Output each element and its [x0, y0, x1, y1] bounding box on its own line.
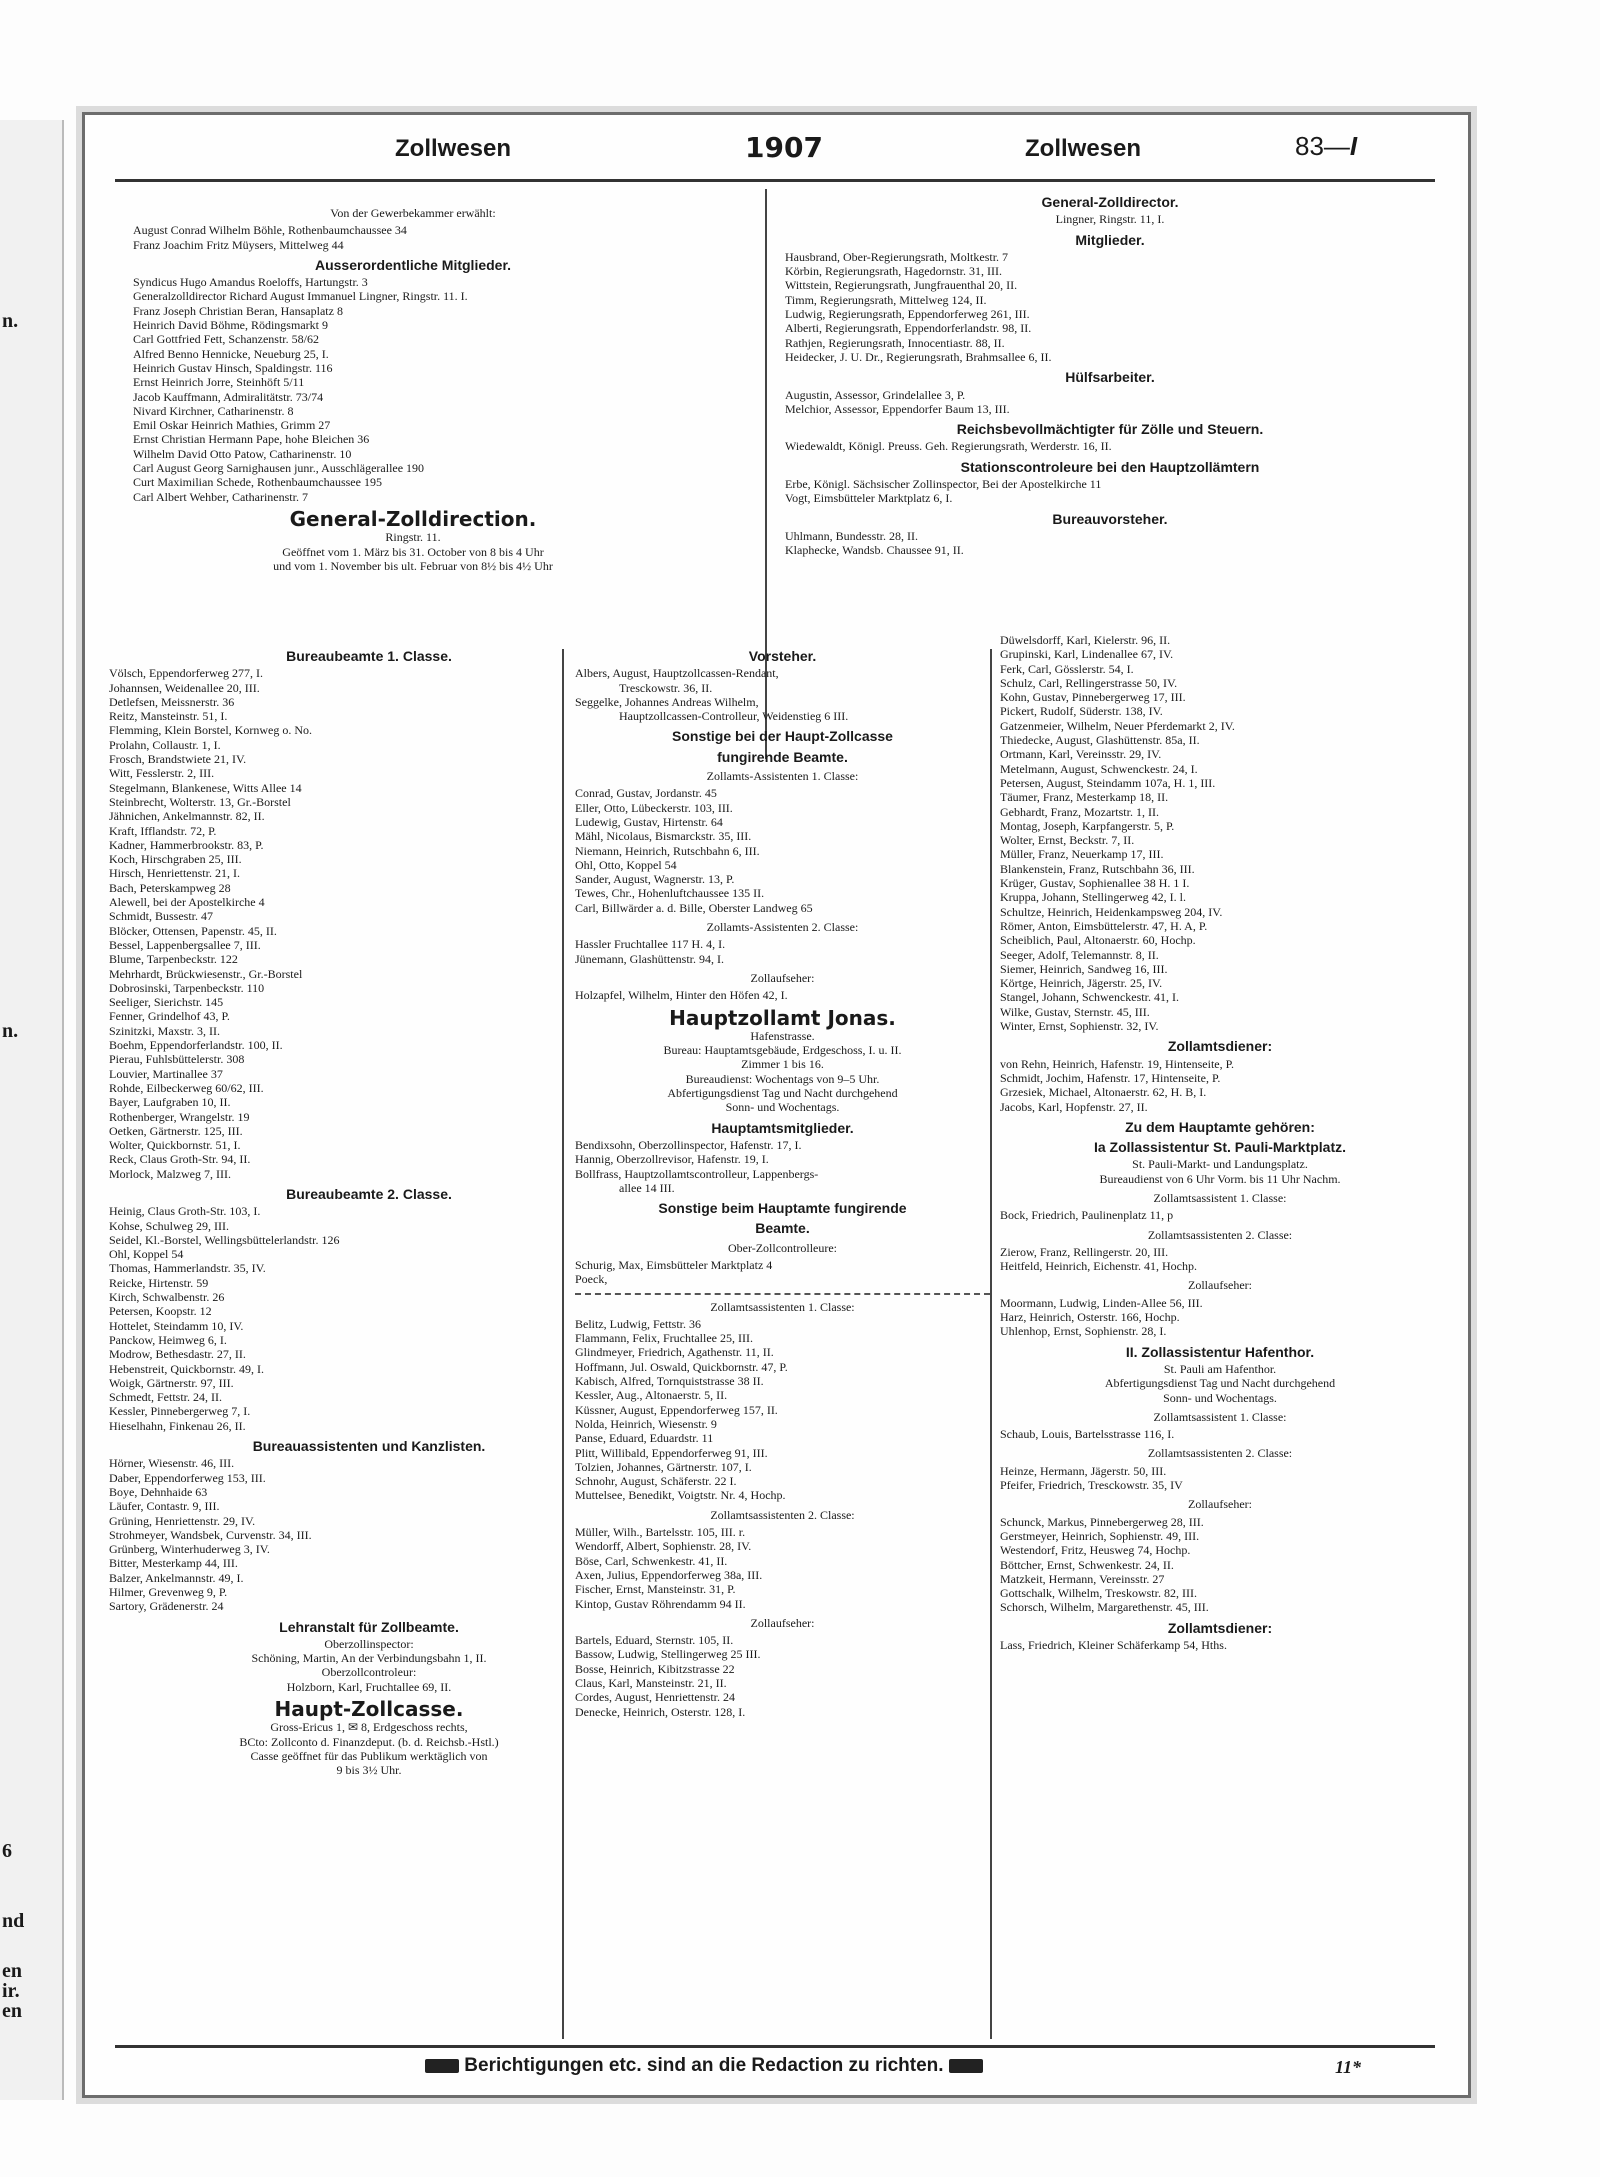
entry-line: Oberzollinspector: [324, 1636, 414, 1651]
entry-line: Heinig, Claus Groth-Str. 103, I. [109, 1204, 261, 1219]
entry-line: Ober-Zollcontrolleure: [727, 1240, 838, 1255]
entry-line: Böttcher, Ernst, Schwenkestr. 24, II. [1000, 1557, 1174, 1572]
entry-line: Blöcker, Ottensen, Papenstr. 45, II. [109, 923, 277, 938]
section-heading: Zu dem Hauptamte gehören: [1125, 1118, 1315, 1135]
section-heading: Vorsteher. [748, 648, 817, 664]
entry-line: Hafenstrasse. [750, 1028, 815, 1043]
header-year: 1907 [745, 131, 823, 164]
entry-line: Seeger, Adolf, Telemannstr. 8, II. [1000, 947, 1159, 962]
section-heading: fungirende Beamte. [717, 748, 848, 765]
entry-line: Rohde, Eilbeckerweg 60/62, III. [109, 1080, 264, 1095]
entry-line: Carl, Billwärder a. d. Bille, Oberster Landweg 65 [575, 900, 813, 915]
entry-line: Alewell, bei der Apostelkirche 4 [109, 895, 265, 910]
entry-line: Sonn- und Wochentags. [725, 1100, 840, 1115]
entry-line: Sonn- und Wochentags. [1163, 1390, 1277, 1405]
margin-fragment: n. [2, 1020, 19, 1042]
section-heading: Stationscontroleure bei den Hauptzollämtern [960, 458, 1260, 475]
entry-line: Thiedecke, August, Glashüttenstr. 85a, II. [1000, 733, 1200, 748]
entry-line: Winter, Ernst, Sophienstr. 32, IV. [1000, 1019, 1159, 1034]
entry-line: Holzborn, Karl, Fruchtallee 69, II. [286, 1679, 452, 1694]
entry-line: Melchior, Assessor, Eppendorfer Baum 13, III. [785, 401, 1010, 416]
entry-line: Rothenberger, Wrangelstr. 19 [109, 1109, 250, 1124]
entry-line: Schöning, Martin, An der Verbindungsbahn 1, II. [251, 1651, 487, 1666]
entry-line: Louvier, Martinallee 37 [109, 1066, 223, 1081]
entry-line: Boehm, Eppendorferlandstr. 100, II. [109, 1038, 283, 1053]
section-heading: Reichsbevollmächtigter für Zölle und Steuern. [956, 421, 1264, 438]
entry-line: Timm, Regierungsrath, Mittelweg 124, II. [785, 292, 987, 307]
entry-line: Oetken, Gärtnerstr. 125, III. [109, 1123, 243, 1138]
entry-line: Koch, Hirschgraben 25, III. [109, 852, 242, 867]
entry-line: Franz Joseph Christian Beran, Hansaplatz 8 [133, 303, 343, 318]
entry-line: Hassler Fruchtallee 117 H. 4, I. [575, 937, 726, 952]
margin-fragment: en [2, 2000, 22, 2022]
entry-line: Daber, Eppendorferweg 153, III. [109, 1470, 266, 1485]
entry-line: Gatzenmeier, Wilhelm, Neuer Pferdemarkt 2, IV. [1000, 718, 1235, 733]
entry-line: von Rehn, Heinrich, Hafenstr. 19, Hintenseite, P. [1000, 1056, 1234, 1071]
entry-line: Grzesiek, Michael, Altonaerstr. 62, H. B, I. [1000, 1085, 1207, 1100]
entry-line: Ernst Christian Hermann Pape, hohe Bleichen 36 [133, 432, 370, 447]
entry-line: allee 14 III. [619, 1180, 675, 1195]
entry-line: Gottschalk, Wilhelm, Treskowstr. 82, III. [1000, 1586, 1197, 1601]
entry-line: Curt Maximilian Schede, Rothenbaumchaussee 195 [133, 475, 382, 490]
entry-line: Conrad, Gustav, Jordanstr. 45 [575, 786, 717, 801]
entry-line: Läufer, Contastr. 9, III. [109, 1499, 220, 1514]
entry-line: Lass, Friedrich, Kleiner Schäferkamp 54, Hths. [1000, 1638, 1227, 1652]
entry-line: Stegelmann, Blankenese, Witts Allee 14 [109, 780, 302, 795]
entry-line: Blankenstein, Franz, Rutschbahn 36, III. [1000, 861, 1195, 876]
entry-line: Pierau, Fuhlsbüttelerstr. 308 [109, 1052, 245, 1067]
entry-line: Blume, Tarpenbeckstr. 122 [109, 952, 238, 967]
entry-line: Seeliger, Sierichstr. 145 [109, 995, 224, 1010]
entry-line: Ferk, Carl, Gösslerstr. 54, I. [1000, 661, 1134, 676]
entry-line: Wolter, Quickbornstr. 51, I. [109, 1138, 241, 1153]
entry-line: Ohl, Koppel 54 [109, 1247, 184, 1262]
entry-line: Schultze, Heinrich, Heidenkampsweg 204, IV. [1000, 904, 1223, 919]
entry-line: Frosch, Brandstwiete 21, IV. [109, 752, 247, 767]
entry-line: Eller, Otto, Lübeckerstr. 103, III. [575, 800, 733, 815]
margin-fragment: nd [2, 1910, 25, 1932]
entry-line: Zollaufseher: [750, 970, 815, 985]
entry-line: Bureaudienst von 6 Uhr Vorm. bis 11 Uhr Nachm. [1099, 1171, 1341, 1186]
entry-line: Kabisch, Alfred, Tornquiststrasse 38 II. [575, 1374, 764, 1389]
entry-line: Wendorff, Albert, Sophienstr. 28, IV. [575, 1539, 752, 1554]
entry-line: Hilmer, Grevenweg 9, P. [109, 1585, 228, 1599]
entry-line: Flemming, Klein Borstel, Kornweg o. No. [109, 723, 312, 738]
pointing-hand-icon [425, 2059, 459, 2073]
section-heading: Bureauvorsteher. [1052, 510, 1168, 527]
entry-line: BCto: Zollconto d. Finanzdeput. (b. d. Reichsb.-Hstl.) [239, 1734, 499, 1749]
entry-line: Bureaudienst: Wochentags von 9–5 Uhr. [685, 1071, 880, 1086]
entry-line: Abfertigungsdienst Tag und Nacht durchgehend [667, 1086, 898, 1101]
entry-line: Gerstmeyer, Heinrich, Sophienstr. 49, III. [1000, 1528, 1200, 1543]
entry-line: Witt, Fesslerstr. 2, III. [109, 766, 215, 781]
entry-line: Uhlmann, Bundesstr. 28, II. [785, 528, 918, 543]
entry-line: Panse, Eduard, Eduardstr. 11 [575, 1431, 714, 1446]
entry-line: Kohse, Schulweg 29, III. [109, 1218, 229, 1233]
entry-line: Hirsch, Henriettenstr. 21, I. [109, 866, 240, 881]
entry-line: Woigk, Gärtnerstr. 97, III. [109, 1375, 234, 1390]
section-heading: Lehranstalt für Zollbeamte. [279, 1618, 459, 1635]
entry-line: Carl August Georg Sarnighausen junr., Ausschlägerallee 190 [133, 461, 425, 476]
section-heading: Bureaubeamte 1. Classe. [286, 648, 452, 664]
entry-line: Johannsen, Weidenallee 20, III. [109, 680, 260, 695]
entry-line: Siemer, Heinrich, Sandweg 16, III. [1000, 961, 1168, 976]
column-lower-right [1000, 633, 1440, 1652]
column-upper-right [785, 189, 1435, 558]
entry-line: Düwelsdorff, Karl, Kielerstr. 96, II. [1000, 633, 1171, 647]
entry-line: Grupinski, Karl, Lindenallee 67, IV. [1000, 647, 1174, 662]
entry-line: Cordes, August, Henriettenstr. 24 [575, 1690, 735, 1705]
entry-line: Panckow, Heimweg 6, I. [109, 1332, 227, 1347]
entry-line: Sander, August, Wagnerstr. 13, P. [575, 872, 735, 887]
entry-line: Tewes, Chr., Hohenluftchaussee 135 II. [575, 886, 765, 901]
entry-line: Hoffmann, Jul. Oswald, Quickbornstr. 47, P. [575, 1359, 788, 1374]
entry-line: Boye, Dehnhaide 63 [109, 1484, 208, 1499]
entry-line: Krüger, Gustav, Sophienallee 38 H. 1 I. [1000, 876, 1190, 891]
entry-line: Muttelsee, Benedikt, Voigtstr. Nr. 4, Hochp. [575, 1488, 786, 1503]
entry-line: Prolahn, Collaustr. 1, I. [109, 737, 221, 752]
entry-line: Zollamts-Assistenten 2. Classe: [706, 920, 859, 935]
margin-fragment: ir. [2, 1980, 20, 2002]
entry-line: Kirch, Schwalbenstr. 26 [109, 1290, 225, 1305]
entry-line: Täumer, Franz, Mesterkamp 18, II. [1000, 790, 1169, 805]
entry-line: Niemann, Heinrich, Rutschbahn 6, III. [575, 843, 760, 858]
entry-line: Uhlenhop, Ernst, Sophienstr. 28, I. [1000, 1324, 1167, 1339]
entry-line: Moormann, Ludwig, Linden-Allee 56, III. [1000, 1295, 1203, 1310]
entry-line: Körbin, Regierungsrath, Hagedornstr. 31, III. [785, 264, 1002, 279]
pointing-hand-icon [949, 2059, 983, 2073]
entry-line: Bock, Friedrich, Paulinenplatz 11, p [1000, 1208, 1174, 1223]
entry-line: Balzer, Ankelmannstr. 49, I. [109, 1570, 244, 1585]
entry-line: Reitz, Mansteinstr. 51, I. [109, 709, 228, 724]
entry-line: Kintop, Gustav Röhrendamm 94 II. [575, 1596, 746, 1611]
entry-line: August Conrad Wilhelm Böhle, Rothenbaumchaussee 34 [133, 223, 407, 238]
footer-notice: Berichtigungen etc. sind an die Redaction zu richten. [425, 2055, 983, 2077]
entry-line: Vogt, Eimsbütteler Marktplatz 6, I. [785, 491, 953, 506]
entry-line: Jacobs, Karl, Hopfenstr. 27, II. [1000, 1099, 1148, 1114]
entry-line: Erbe, Königl. Sächsischer Zollinspector, Bei der Apostelkirche 11 [785, 477, 1102, 492]
entry-line: Bayer, Laufgraben 10, II. [109, 1095, 231, 1110]
entry-line: Ernst Heinrich Jorre, Steinhöft 5/11 [133, 375, 305, 390]
entry-line: Zollamtsassistenten 1. Classe: [710, 1299, 855, 1314]
entry-line: St. Pauli am Hafenthor. [1163, 1361, 1277, 1376]
entry-line: Kraft, Ifflandstr. 72, P. [109, 823, 217, 838]
entry-line: Römer, Anton, Eimsbüttelerstr. 47, H. A, P. [1000, 918, 1208, 933]
entry-line: Tresckowstr. 36, II. [619, 680, 713, 695]
entry-line: Jähnichen, Ankelmannstr. 82, II. [109, 809, 265, 824]
entry-line: Morlock, Malzweg 7, III. [109, 1166, 231, 1181]
entry-line: Grünberg, Winterhuderweg 3, IV. [109, 1542, 270, 1557]
section-heading: Sonstige beim Hauptamte fungirende [658, 1200, 907, 1217]
section-heading: Ausserordentliche Mitglieder. [314, 256, 512, 273]
entry-line: Ludwig, Regierungsrath, Eppendorferweg 261, III. [785, 307, 1030, 322]
entry-line: Szinitzki, Maxstr. 3, II. [109, 1023, 220, 1038]
entry-line: Heinze, Hermann, Jägerstr. 50, III. [1000, 1463, 1167, 1478]
section-heading: Beamte. [755, 1220, 810, 1237]
entry-line: Claus, Karl, Mansteinstr. 21, II. [575, 1676, 727, 1690]
footer-rule [115, 2045, 1435, 2048]
column-divider-2 [990, 649, 992, 2039]
entry-line: Jünemann, Glashüttenstr. 94, I. [575, 951, 724, 966]
entry-line: Kruppa, Johann, Stellingerweg 42, I. l. [1000, 890, 1186, 905]
entry-line: Schunck, Markus, Pinnebergerweg 28, III. [1000, 1514, 1204, 1529]
entry-line: Wilke, Gustav, Sternstr. 45, III. [1000, 1004, 1150, 1019]
header-left-title: Zollwesen [395, 135, 512, 162]
entry-line: Schurig, Max, Eimsbütteler Marktplatz 4 [575, 1257, 773, 1272]
section-heading: Sonstige bei der Haupt-Zollcasse [672, 728, 893, 745]
section-heading: Haupt-Zollcasse. [274, 1697, 464, 1722]
entry-line: Emil Oskar Heinrich Mathies, Grimm 27 [133, 418, 331, 433]
entry-line: Steinbrecht, Wolterstr. 13, Gr.-Borstel [109, 794, 291, 809]
entry-line: Abfertigungsdienst Tag und Nacht durchgehend [1104, 1376, 1336, 1391]
entry-line: Zollamtsassistenten 2. Classe: [1147, 1446, 1293, 1461]
section-heading: Bureauassistenten und Kanzlisten. [252, 1438, 486, 1455]
section-heading: Hauptzollamt Jonas. [669, 1005, 896, 1030]
entry-line: Von der Gewerbekammer erwählt: [330, 206, 496, 220]
entry-line: Pfeifer, Friedrich, Tresckowstr. 35, IV [1000, 1478, 1183, 1493]
signature-mark: 11* [1335, 2057, 1362, 2077]
header-right-title: Zollwesen [1025, 135, 1142, 162]
entry-line: Matzkeit, Hermann, Vereinsstr. 27 [1000, 1571, 1165, 1586]
entry-line: Bitter, Mesterkamp 44, III. [109, 1556, 238, 1571]
entry-line: Heitfeld, Heinrich, Eichenstr. 41, Hochp. [1000, 1259, 1197, 1274]
section-heading: Hülfsarbeiter. [1065, 369, 1155, 386]
entry-line: Müller, Franz, Neuerkamp 17, III. [1000, 847, 1164, 862]
entry-line: Grüning, Henriettenstr. 29, IV. [109, 1513, 256, 1528]
entry-line: Wittstein, Regierungsrath, Jungfrauenthal 20, II. [785, 278, 1018, 293]
footer [85, 2053, 1468, 2085]
entry-line: Zollamtsassistent 1. Classe: [1153, 1190, 1287, 1205]
section-heading: Mitglieder. [1075, 231, 1145, 248]
entry-line: Kohn, Gustav, Pinnebergerweg 17, III. [1000, 690, 1186, 705]
entry-line: Plitt, Willibald, Eppendorferweg 91, III. [575, 1445, 768, 1460]
entry-line: Schaub, Louis, Bartelsstrasse 116, I. [1000, 1427, 1175, 1442]
entry-line: Schmidt, Jochim, Hafenstr. 17, Hintenseite, P. [1000, 1070, 1221, 1085]
entry-line: Kessler, Aug., Altonaerstr. 5, II. [575, 1388, 728, 1403]
entry-line: Scheiblich, Paul, Altonaerstr. 60, Hochp. [1000, 933, 1196, 948]
entry-line: Fischer, Ernst, Mansteinstr. 31, P. [575, 1582, 736, 1597]
entry-line: St. Pauli-Markt- und Landungsplatz. [1132, 1157, 1308, 1172]
directory-page [82, 112, 1471, 2098]
entry-line: Stangel, Johann, Schwenckestr. 41, I. [1000, 990, 1179, 1005]
entry-line: Hannig, Oberzollrevisor, Hafenstr. 19, I. [575, 1152, 769, 1167]
entry-line: Mähl, Nicolaus, Bismarckstr. 35, III. [575, 829, 752, 844]
entry-line: Sartory, Grädenerstr. 24 [109, 1599, 224, 1614]
column-divider-1 [562, 649, 564, 2039]
entry-line: Petersen, Koopstr. 12 [109, 1304, 212, 1319]
entry-line: Körtge, Heinrich, Jägerstr. 25, IV. [1000, 976, 1163, 991]
entry-line: Ludewig, Gustav, Hirtenstr. 64 [575, 814, 723, 829]
entry-line: Kessler, Pinnebergerweg 7, I. [109, 1404, 251, 1419]
entry-line: Casse geöffnet für das Publikum werktäglich von [250, 1748, 488, 1763]
entry-line: Wilhelm David Otto Patow, Catharinenstr. 10 [133, 446, 352, 461]
entry-line: Schmidt, Bussestr. 47 [109, 909, 214, 924]
entry-line: Bessel, Lappenbergsallee 7, III. [109, 937, 261, 952]
entry-line: Axen, Julius, Eppendorferweg 38a, III. [575, 1567, 763, 1582]
entry-line: Zollaufseher: [1188, 1278, 1252, 1293]
entry-line: Schulz, Carl, Rellingerstrasse 50, IV. [1000, 675, 1178, 690]
entry-line: Nolda, Heinrich, Wiesenstr. 9 [575, 1416, 717, 1431]
entry-line: Schnohr, August, Schäferstr. 22 I. [575, 1474, 737, 1489]
entry-line: Reck, Claus Groth-Str. 94, II. [109, 1152, 251, 1167]
entry-line: Augustin, Assessor, Grindelallee 3, P. [785, 387, 966, 402]
entry-line: Franz Joachim Fritz Müysers, Mittelweg 44 [133, 237, 344, 252]
section-heading: General-Zolldirector. [1041, 194, 1179, 210]
entry-line: Pickert, Rudolf, Süderstr. 138, IV. [1000, 704, 1163, 719]
entry-line: Zollaufseher: [750, 1615, 815, 1630]
entry-line: Petersen, August, Steindamm 107a, H. 1, III. [1000, 775, 1216, 790]
entry-line: Zollamtsassistenten 2. Classe: [710, 1507, 855, 1522]
entry-line: Schorsch, Wilhelm, Margarethenstr. 45, III. [1000, 1600, 1209, 1615]
column-lower-middle [575, 643, 990, 1719]
entry-line [575, 1291, 990, 1295]
entry-line: Gross-Ericus 1, ✉ 8, Erdgeschoss rechts, [270, 1720, 468, 1735]
section-heading: II. Zollassistentur Hafenthor. [1125, 1343, 1315, 1360]
header-rule [115, 179, 1435, 182]
entry-line: Nivard Kirchner, Catharinenstr. 8 [133, 403, 294, 418]
entry-line: Lingner, Ringstr. 11, I. [1055, 212, 1165, 227]
entry-line: Wiedewaldt, Königl. Preuss. Geh. Regierungsrath, Werderstr. 16, II. [785, 439, 1112, 454]
page-number: 83—I [1295, 131, 1358, 161]
entry-line: Zollamtsassistenten 2. Classe: [1147, 1227, 1293, 1242]
entry-line: und vom 1. November bis ult. Februar von 8½ bis 4½ Uhr [273, 558, 553, 573]
entry-line: Zierow, Franz, Rellingerstr. 20, III. [1000, 1244, 1169, 1259]
entry-line: Glindmeyer, Friedrich, Agathenstr. 11, II. [575, 1345, 774, 1360]
entry-line: 9 bis 3½ Uhr. [336, 1763, 402, 1778]
section-heading: Ia Zollassistentur St. Pauli-Marktplatz. [1093, 1139, 1347, 1156]
entry-line: Ortmann, Karl, Vereinsstr. 29, IV. [1000, 747, 1162, 762]
entry-line: Bartels, Eduard, Sternstr. 105, II. [575, 1633, 734, 1648]
margin-fragment: en [2, 1960, 22, 1982]
entry-line: Zollamts-Assistenten 1. Classe: [706, 769, 859, 784]
entry-line: Böse, Carl, Schwenkestr. 41, II. [575, 1553, 728, 1568]
column-upper-left [133, 201, 693, 573]
entry-line: Ohl, Otto, Koppel 54 [575, 857, 677, 872]
section-heading: Bureaubeamte 2. Classe. [286, 1185, 452, 1202]
entry-line: Schmedt, Fettstr. 24, II. [109, 1390, 222, 1405]
entry-line: Kadner, Hammerbrookstr. 83, P. [109, 837, 264, 852]
entry-line: Zollaufseher: [1188, 1497, 1252, 1512]
entry-line: Hörner, Wiesenstr. 46, III. [109, 1456, 235, 1471]
entry-line: Dobrosinski, Tarpenbeckstr. 110 [109, 980, 265, 995]
entry-line: Carl Gottfried Fett, Schanzenstr. 58/62 [133, 332, 319, 347]
entry-line: Carl Albert Wehber, Catharinenstr. 7 [133, 489, 308, 504]
entry-line: Harz, Heinrich, Osterstr. 166, Hochp. [1000, 1310, 1180, 1325]
entry-line: Montag, Joseph, Karpfangerstr. 5, P. [1000, 818, 1175, 833]
entry-line: Thomas, Hammerlandstr. 35, IV. [109, 1261, 266, 1276]
entry-line: Geöffnet vom 1. März bis 31. October von 8 bis 4 Uhr [282, 544, 544, 559]
entry-line: Tolzien, Johannes, Gärtnerstr. 107, I. [575, 1459, 752, 1474]
entry-line: Strohmeyer, Wandsbek, Curvenstr. 34, III. [109, 1527, 312, 1542]
entry-line: Gebhardt, Franz, Mozartstr. 1, II. [1000, 804, 1159, 819]
section-heading: Zollamtsdiener: [1167, 1038, 1273, 1055]
entry-line: Bosse, Heinrich, Kibitzstrasse 22 [575, 1661, 735, 1676]
section-heading: General-Zolldirection. [289, 506, 537, 531]
entry-line: Mehrhardt, Brückwiesenstr., Gr.-Borstel [109, 966, 303, 981]
column-lower-left [109, 643, 629, 1778]
entry-line: Küssner, August, Eppendorferweg 157, II. [575, 1402, 778, 1417]
section-heading: Zollamtsdiener: [1167, 1619, 1273, 1636]
entry-line: Poeck, [575, 1272, 608, 1287]
entry-line: Seidel, Kl.-Borstel, Wellingsbüttelerlandstr. 126 [109, 1232, 340, 1247]
entry-line: Alberti, Regierungsrath, Eppendorferlandstr. 98, II. [785, 321, 1032, 336]
entry-line: Fenner, Grindelhof 43, P. [109, 1009, 230, 1024]
entry-line: Bendixsohn, Oberzollinspector, Hafenstr. 17, I. [575, 1137, 802, 1152]
entry-line: Bach, Peterskampweg 28 [109, 880, 231, 895]
entry-line: Bollfrass, Hauptzollamtscontrolleur, Lappenbergs- [575, 1166, 819, 1181]
entry-line: Hauptzollcassen-Controlleur, Weidenstieg 6 III. [619, 709, 849, 724]
entry-line: Ringstr. 11. [385, 530, 441, 545]
entry-line: Klaphecke, Wandsb. Chaussee 91, II. [785, 543, 964, 558]
entry-line: Hottelet, Steindamm 10, IV. [109, 1318, 244, 1333]
entry-line: Modrow, Bethesdastr. 27, II. [109, 1347, 246, 1362]
entry-line: Hausbrand, Ober-Regierungsrath, Moltkestr. 7 [785, 249, 1009, 264]
entry-line: Metelmann, August, Schwenckestr. 24, I. [1000, 761, 1198, 776]
entry-line: Hebenstreit, Quickbornstr. 49, I. [109, 1361, 264, 1376]
entry-line: Bassow, Ludwig, Stellingerweg 25 III. [575, 1647, 761, 1662]
entry-line: Oberzollcontroleur: [321, 1665, 417, 1680]
entry-line: Generalzolldirector Richard August Immanuel Lingner, Ringstr. 11. I. [133, 289, 468, 304]
entry-line: Völsch, Eppendorferweg 277, I. [109, 666, 263, 681]
entry-line: Holzapfel, Wilhelm, Hinter den Höfen 42, I. [575, 988, 788, 1003]
entry-line: Westendorf, Fritz, Heusweg 74, Hochp. [1000, 1543, 1191, 1558]
entry-line: Heinrich David Böhme, Rödingsmarkt 9 [133, 318, 328, 333]
entry-line: Denecke, Heinrich, Osterstr. 128, I. [575, 1704, 746, 1719]
entry-line: Albers, August, Hauptzollcassen-Rendant, [575, 666, 779, 681]
margin-fragment: 6 [2, 1840, 12, 1862]
entry-line: Hieselhahn, Finkenau 26, II. [109, 1418, 246, 1433]
entry-line: Heidecker, J. U. Dr., Regierungsrath, Brahmsallee 6, II. [785, 349, 1052, 364]
entry-line: Jacob Kauffmann, Admiralitätstr. 73/74 [133, 389, 324, 404]
entry-line: Rathjen, Regierungsrath, Innocentiastr. 88, II. [785, 335, 1005, 350]
margin-fragment: n. [2, 310, 19, 332]
entry-line: Alfred Benno Hennicke, Neueburg 25, I. [133, 346, 329, 361]
entry-line: Seggelke, Johannes Andreas Wilhelm, [575, 694, 759, 709]
entry-line: Detlefsen, Meissnerstr. 36 [109, 694, 235, 709]
entry-line: Reicke, Hirtenstr. 59 [109, 1275, 209, 1290]
entry-line: Heinrich Gustav Hinsch, Spaldingstr. 116 [133, 360, 333, 375]
section-heading: Hauptamtsmitglieder. [711, 1119, 854, 1136]
entry-line: Belitz, Ludwig, Fettstr. 36 [575, 1316, 701, 1331]
previous-page-edge [0, 120, 64, 2100]
entry-line: Müller, Wilh., Bartelsstr. 105, III. r. [575, 1525, 746, 1540]
entry-line: Bureau: Hauptamtsgebäude, Erdgeschoss, I. u. II. [663, 1043, 902, 1058]
entry-line: Zimmer 1 bis 16. [741, 1057, 824, 1072]
entry-line: Flammann, Felix, Fruchtallee 25, III. [575, 1331, 753, 1346]
running-header [85, 127, 1468, 175]
entry-line: Syndicus Hugo Amandus Roeloffs, Hartungstr. 3 [133, 275, 368, 290]
entry-line: Zollamtsassistent 1. Classe: [1153, 1409, 1287, 1424]
entry-line: Wolter, Ernst, Beckstr. 7, II. [1000, 833, 1135, 848]
